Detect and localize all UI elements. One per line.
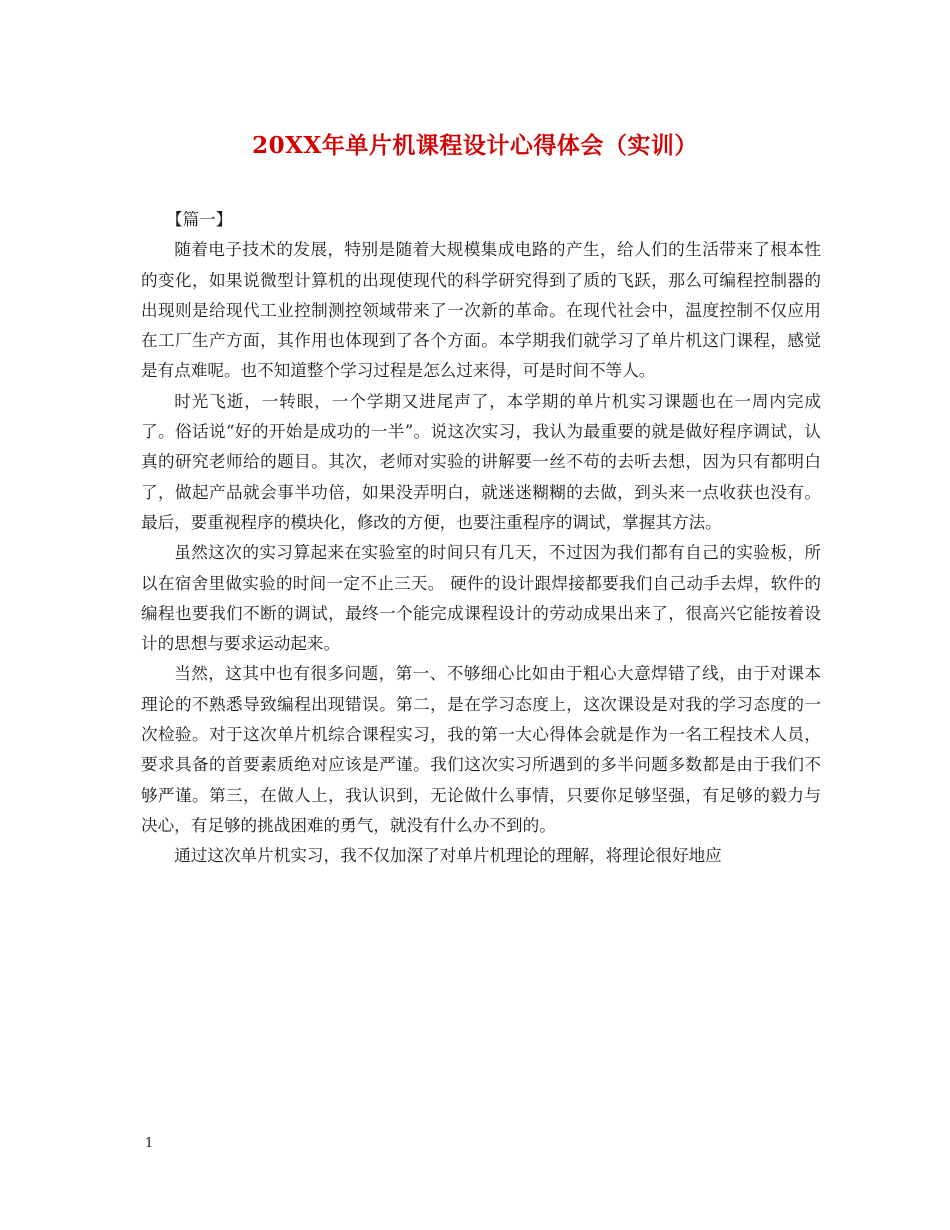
paragraph-3: 虽然这次的实习算起来在实验室的时间只有几天，不过因为我们都有自己的实验板，所以在宿舍里做实验的时间一定不止三天。 硬件的设计跟焊接都要我们自己动手去焊，软件的编程也要我们不断的调试，最终一个能完成课程设计的劳动成果出来了，很高兴它能按着设计的思想与要求运动起来。 <box>141 543 821 654</box>
document-title: 20XX年单片机课程设计心得体会（实训） <box>252 132 698 159</box>
section-label: 【篇一】 <box>166 210 233 229</box>
paragraph-5: 通过这次单片机实习，我不仅加深了对单片机理论的理解，将理论很好地应 <box>174 846 722 866</box>
document-body <box>141 205 821 872</box>
paragraph-1: 随着电子技术的发展，特别是随着大规模集成电路的产生，给人们的生活带来了根本性的变化，如果说微型计算机的出现使现代的科学研究得到了质的飞跃，那么可编程控制器的出现则是给现代工业控制测控领域带来了一次新的革命。在现代社会中，温度控制不仅应用在工厂生产方面，其作用也体现到了各个方面。本学期我们就学习了单片机这门课程，感觉是有点难呢。也不知道整个学习过程是怎么过来得，可是时间不等人。 <box>141 240 821 381</box>
page-number: 1 <box>145 1136 154 1151</box>
paragraph-4: 当然，这其中也有很多问题，第一、不够细心比如由于粗心大意焊错了线，由于对课本理论的不熟悉导致编程出现错误。第二，是在学习态度上，这次课设是对我的学习态度的一次检验。对于这次单片机综合课程实习，我的第一大心得体会就是作为一名工程技术人员，要求具备的首要素质绝对应该是严谨。我们这次实习所遇到的多半问题多数都是由于我们不够严谨。第三，在做人上，我认识到，无论做什么事情，只要你足够坚强，有足够的毅力与决心，有足够的挑战困难的勇气，就没有什么办不到的。 <box>141 664 821 835</box>
paragraph-2: 时光飞逝，一转眼，一个学期又进尾声了，本学期的单片机实习课题也在一周内完成了。俗话说“好的开始是成功的一半”。说这次实习，我认为最重要的就是做好程序调试，认真的研究老师给的题目。其次，老师对实验的讲解要一丝不苟的去听去想，因为只有都明白了，做起产品就会事半功倍，如果没弄明白，就迷迷糊糊的去做，到头来一点收获也没有。最后，要重视程序的模块化，修改的方便，也要注重程序的调试，掌握其方法。 <box>141 391 821 532</box>
